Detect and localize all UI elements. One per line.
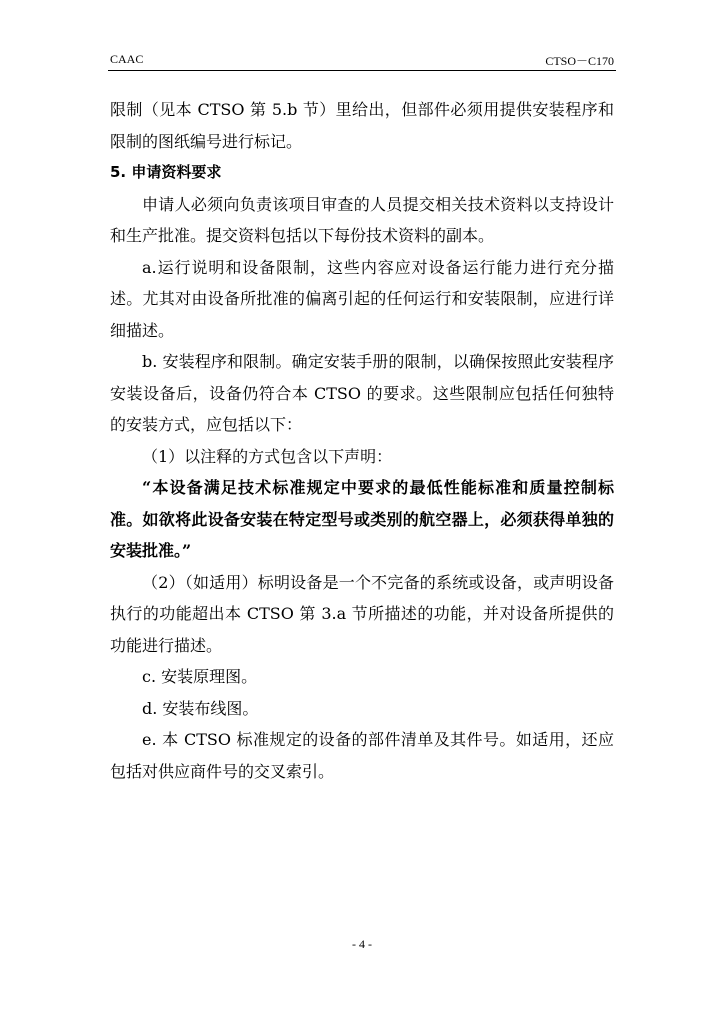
page-header <box>110 52 614 72</box>
required-statement: “本设备满足技术标准规定中要求的最低性能标准和质量控制标准。如欲将此设备安装在特定型号或类别的航空器上，必须获得单独的安装批准。” <box>110 478 614 560</box>
header-divider <box>108 70 616 71</box>
paragraph-intro: 申请人必须向负责该项目审查的人员提交相关技术资料以支持设计和生产批准。提交资料包括以下每份技术资料的副本。 <box>110 194 614 245</box>
paragraph-continuation: 限制（见本 CTSO 第 5.b 节）里给出，但部件必须用提供安装程序和限制的图纸编号进行标记。 <box>110 100 614 151</box>
item-b-2: （2）（如适用）标明设备是一个不完备的系统或设备，或声明设备执行的功能超出本 CTSO 第 3.a 节所描述的功能，并对设备所提供的功能进行描述。 <box>110 572 614 655</box>
item-d: d. 安装布线图。 <box>142 698 259 718</box>
header-doc-id: CTSO－C170 <box>545 54 614 68</box>
item-e: e. 本 CTSO 标准规定的设备的部件清单及其件号。如适用，还应包括对供应商件号的交叉索引。 <box>110 730 614 781</box>
item-a: a.运行说明和设备限制，这些内容应对设备运行能力进行充分描述。尤其对由设备所批准的偏离引起的任何运行和安装限制，应进行详细描述。 <box>110 257 614 340</box>
item-b-1: （1）以注释的方式包含以下声明： <box>142 446 393 466</box>
page-number: - 4 - <box>352 937 372 951</box>
document-body <box>110 94 614 787</box>
item-c: c. 安装原理图。 <box>142 667 258 686</box>
section-heading: 5. 申请资料要求 <box>110 163 222 181</box>
header-org: CAAC <box>110 52 144 66</box>
item-b: b. 安装程序和限制。确定安装手册的限制，以确保按照此安装程序安装设备后，设备仍符合本 CTSO 的要求。这些限制应包括任何独特的安装方式，应包括以下： <box>110 352 614 434</box>
